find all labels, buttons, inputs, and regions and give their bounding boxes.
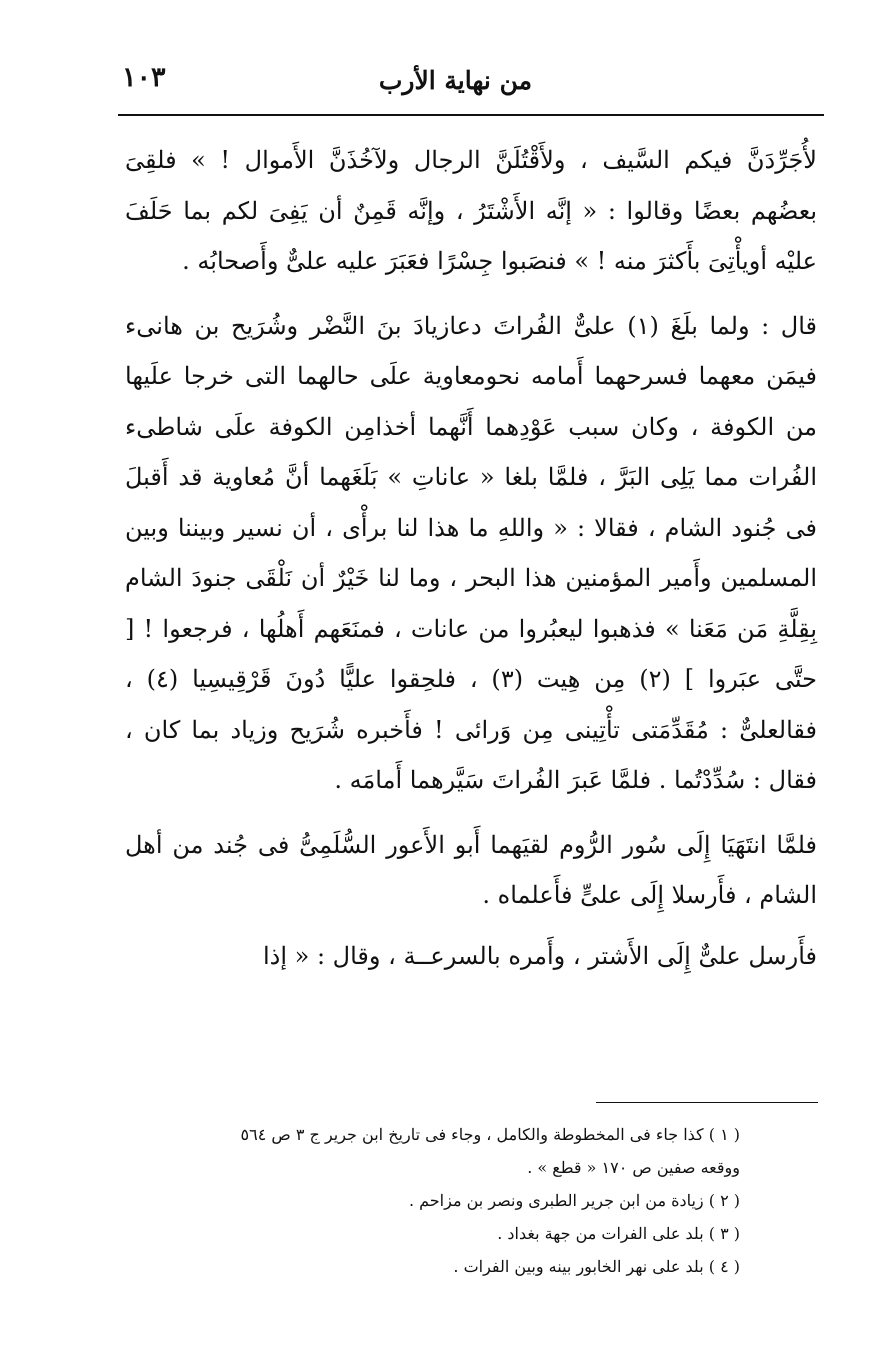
paragraph-3: فلمَّا انتَهَيَا إِلَى سُور الرُّوم لقيَهما أَبو الأَعور السُّلَمِىُّ فى جُند من أهل الشام ، فأَرسلا إِلَى علىٍّ فأَعلماه .	[125, 830, 817, 909]
footnote-1-continuation: ووقعه صفين ص ١٧٠ « قطع » .	[527, 1158, 740, 1177]
footnote-3: ( ٣ ) بلد على الفرات من جهة بغداد .	[497, 1224, 740, 1243]
footnote-rule	[596, 1102, 818, 1103]
footnotes	[150, 1118, 740, 1283]
footnote-1: ( ١ ) كذا جاء فى المخطوطة والكامل ، وجاء فى تاريخ ابن جرير ج ٣ ص ٥٦٤	[240, 1125, 740, 1144]
paragraph-1: لأُجَرِّدَنَّ فيكم السَّيف ، ولأَقْتُلَنَّ الرجال ولآخُذَنَّ الأَموال ! » فلقِىَ بعضُهم بعضًا وقالوا : « إنَّه الأَشْتَرُ ، وإنَّه قَمِنٌ أن يَفِىَ لكم بما حَلَفَ عليْه أويأْتِىَ بأَكثرَ منه ! » فنصَبوا جِسْرًا فعَبَرَ عليه علىٌّ وأَصحابُه .	[125, 146, 817, 275]
footnote-2: ( ٢ ) زيادة من ابن جرير الطبرى ونصر بن مزاحم .	[408, 1191, 740, 1210]
header-rule	[118, 114, 824, 116]
page-number: ١٠٣	[122, 62, 166, 93]
paragraph-4: فأَرسل علىٌّ إِلَى الأَشتر ، وأَمره بالسرعــة ، وقال : « إذا	[262, 941, 817, 970]
page-header	[122, 58, 822, 108]
footnote-4: ( ٤ ) بلد على نهر الخابور بينه وبين الفرات .	[453, 1257, 740, 1276]
paragraph-2: قال : ولما بلَغَ (١) علىٌّ الفُراتَ دعازيادَ بنَ النَّضْر وشُرَيح بن هانىء فيمَن معهما فسرحهما أَمامه نحومعاوية علَى حالهما التى خرجا علَيها من الكوفة ، وكان سبب عَوْدِهما أَنَّهما أخذامِن الكوفة علَى شاطىء الفُرات مما يَلِى البَرَّ ، فلمَّا بلغا « عاناتِ » بَلَغَهما أنَّ مُعاوية قد أَقبلَ فى جُنود الشام ، فقالا : « واللهِ ما هذا لنا برأْى ، أن نسير وبيننا وبين المسلمين وأَمير المؤمنين هذا البحر ، وما لنا خَيْرٌ أن نَلْقَى جنودَ الشام بِقِلَّةِ مَن مَعَنا » فذهبوا ليعبُروا من عانات ، فمنَعَهم أَهلُها ، فرجعوا ! [ حتَّى عبَروا ] (٢) مِن هِيت (٣) ، فلحِقوا عليًّا دُونَ قَرْقِيسِيا (٤) ، فقالعلىٌّ : مُقَدِّمَتى تأْتِينى مِن وَرائى ! فأَخبره شُرَيح وزياد بما كان ، فقال : سُدِّدْتُما . فلمَّا عَبرَ الفُراتَ سَيَّرهما أَمامَه .	[125, 311, 818, 794]
running-title: من نهاية الأرب	[378, 66, 532, 95]
main-text	[125, 135, 817, 981]
